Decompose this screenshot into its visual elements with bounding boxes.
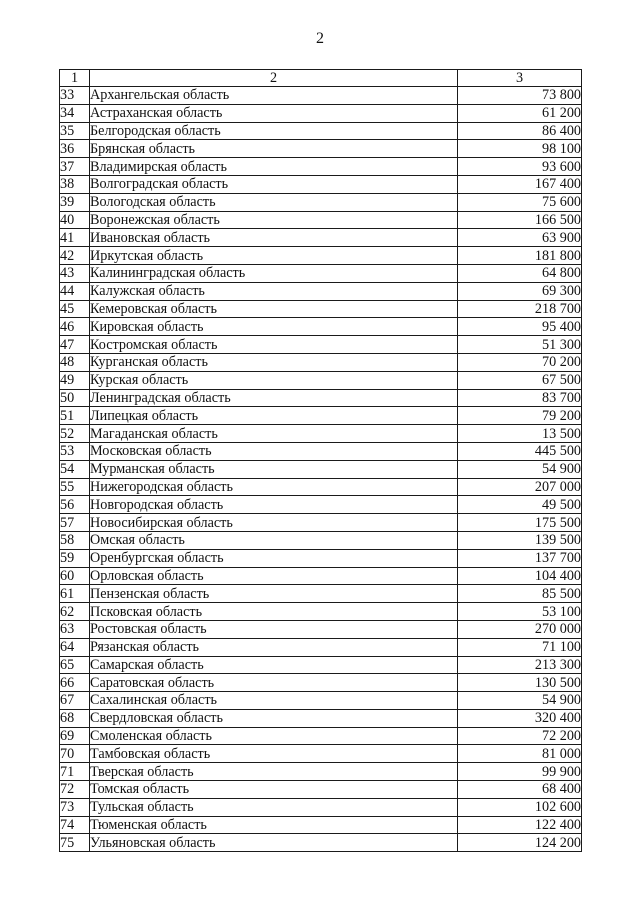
table-row [60, 87, 582, 105]
row-number: 57 [60, 514, 90, 532]
row-number: 50 [60, 389, 90, 407]
region-name: Саратовская область [90, 674, 458, 692]
row-number: 59 [60, 549, 90, 567]
table-row [60, 460, 582, 478]
table-row [60, 531, 582, 549]
row-number: 33 [60, 87, 90, 105]
region-value: 122 400 [458, 816, 582, 834]
row-number: 39 [60, 193, 90, 211]
region-name: Псковская область [90, 603, 458, 621]
region-name: Омская область [90, 531, 458, 549]
row-number: 74 [60, 816, 90, 834]
region-value: 207 000 [458, 478, 582, 496]
table-body [60, 87, 582, 852]
header-row [60, 70, 582, 87]
column-header-value: 3 [458, 70, 582, 87]
table-row [60, 585, 582, 603]
region-name: Московская область [90, 442, 458, 460]
region-value: 81 000 [458, 745, 582, 763]
table-row [60, 816, 582, 834]
row-number: 60 [60, 567, 90, 585]
table-row [60, 336, 582, 354]
region-value: 320 400 [458, 709, 582, 727]
table-row [60, 371, 582, 389]
table-row [60, 638, 582, 656]
region-name: Калининградская область [90, 264, 458, 282]
table-row [60, 211, 582, 229]
row-number: 66 [60, 674, 90, 692]
table-row [60, 104, 582, 122]
row-number: 45 [60, 300, 90, 318]
row-number: 67 [60, 692, 90, 710]
table-row [60, 122, 582, 140]
row-number: 42 [60, 247, 90, 265]
row-number: 75 [60, 834, 90, 852]
region-name: Липецкая область [90, 407, 458, 425]
region-name: Новосибирская область [90, 514, 458, 532]
region-value: 49 500 [458, 496, 582, 514]
region-name: Владимирская область [90, 158, 458, 176]
region-value: 75 600 [458, 193, 582, 211]
region-name: Тамбовская область [90, 745, 458, 763]
region-value: 67 500 [458, 371, 582, 389]
table-row [60, 425, 582, 443]
region-name: Мурманская область [90, 460, 458, 478]
region-value: 98 100 [458, 140, 582, 158]
region-value: 445 500 [458, 442, 582, 460]
table-row [60, 727, 582, 745]
region-value: 64 800 [458, 264, 582, 282]
row-number: 37 [60, 158, 90, 176]
row-number: 56 [60, 496, 90, 514]
region-value: 53 100 [458, 603, 582, 621]
region-value: 71 100 [458, 638, 582, 656]
region-value: 79 200 [458, 407, 582, 425]
row-number: 68 [60, 709, 90, 727]
region-value: 137 700 [458, 549, 582, 567]
table-row [60, 193, 582, 211]
region-value: 51 300 [458, 336, 582, 354]
region-name: Курганская область [90, 353, 458, 371]
row-number: 73 [60, 798, 90, 816]
region-name: Астраханская область [90, 104, 458, 122]
row-number: 41 [60, 229, 90, 247]
table-row [60, 549, 582, 567]
region-name: Сахалинская область [90, 692, 458, 710]
region-value: 139 500 [458, 531, 582, 549]
region-value: 68 400 [458, 781, 582, 799]
table-row [60, 798, 582, 816]
region-name: Орловская область [90, 567, 458, 585]
row-number: 63 [60, 620, 90, 638]
region-value: 54 900 [458, 692, 582, 710]
region-name: Тульская область [90, 798, 458, 816]
region-name: Волгоградская область [90, 175, 458, 193]
table-row [60, 620, 582, 638]
row-number: 55 [60, 478, 90, 496]
region-value: 175 500 [458, 514, 582, 532]
table-row [60, 442, 582, 460]
region-name: Кемеровская область [90, 300, 458, 318]
table-row [60, 407, 582, 425]
region-name: Тверская область [90, 763, 458, 781]
region-value: 86 400 [458, 122, 582, 140]
table-row [60, 478, 582, 496]
row-number: 44 [60, 282, 90, 300]
table-row [60, 229, 582, 247]
region-name: Ростовская область [90, 620, 458, 638]
table-row [60, 300, 582, 318]
row-number: 51 [60, 407, 90, 425]
table-row [60, 709, 582, 727]
table-row [60, 282, 582, 300]
row-number: 58 [60, 531, 90, 549]
region-name: Брянская область [90, 140, 458, 158]
region-name: Калужская область [90, 282, 458, 300]
region-value: 63 900 [458, 229, 582, 247]
region-name: Иркутская область [90, 247, 458, 265]
region-value: 83 700 [458, 389, 582, 407]
table-row [60, 496, 582, 514]
table-row [60, 389, 582, 407]
region-value: 270 000 [458, 620, 582, 638]
region-value: 104 400 [458, 567, 582, 585]
region-value: 61 200 [458, 104, 582, 122]
region-name: Смоленская область [90, 727, 458, 745]
region-name: Курская область [90, 371, 458, 389]
table-row [60, 353, 582, 371]
row-number: 69 [60, 727, 90, 745]
row-number: 64 [60, 638, 90, 656]
region-value: 213 300 [458, 656, 582, 674]
region-name: Белгородская область [90, 122, 458, 140]
table-row [60, 247, 582, 265]
region-value: 13 500 [458, 425, 582, 443]
row-number: 38 [60, 175, 90, 193]
region-name: Костромская область [90, 336, 458, 354]
table-row [60, 656, 582, 674]
row-number: 62 [60, 603, 90, 621]
table-row [60, 781, 582, 799]
table-row [60, 567, 582, 585]
region-name: Кировская область [90, 318, 458, 336]
region-value: 73 800 [458, 87, 582, 105]
row-number: 48 [60, 353, 90, 371]
table-row [60, 674, 582, 692]
region-value: 95 400 [458, 318, 582, 336]
region-value: 167 400 [458, 175, 582, 193]
row-number: 70 [60, 745, 90, 763]
region-name: Ивановская область [90, 229, 458, 247]
region-name: Тюменская область [90, 816, 458, 834]
region-value: 85 500 [458, 585, 582, 603]
region-value: 72 200 [458, 727, 582, 745]
row-number: 72 [60, 781, 90, 799]
region-value: 93 600 [458, 158, 582, 176]
row-number: 61 [60, 585, 90, 603]
row-number: 35 [60, 122, 90, 140]
table-row [60, 834, 582, 852]
table-row [60, 603, 582, 621]
regions-table [59, 69, 582, 852]
row-number: 40 [60, 211, 90, 229]
region-name: Ленинградская область [90, 389, 458, 407]
region-value: 130 500 [458, 674, 582, 692]
region-name: Самарская область [90, 656, 458, 674]
row-number: 54 [60, 460, 90, 478]
region-name: Воронежская область [90, 211, 458, 229]
region-name: Вологодская область [90, 193, 458, 211]
row-number: 52 [60, 425, 90, 443]
region-value: 69 300 [458, 282, 582, 300]
region-value: 102 600 [458, 798, 582, 816]
region-value: 181 800 [458, 247, 582, 265]
region-name: Свердловская область [90, 709, 458, 727]
region-name: Рязанская область [90, 638, 458, 656]
region-value: 124 200 [458, 834, 582, 852]
region-value: 70 200 [458, 353, 582, 371]
row-number: 49 [60, 371, 90, 389]
region-name: Нижегородская область [90, 478, 458, 496]
table-row [60, 763, 582, 781]
table-row [60, 264, 582, 282]
table-row [60, 140, 582, 158]
row-number: 65 [60, 656, 90, 674]
page-number: 2 [316, 30, 324, 47]
column-header-region: 2 [90, 70, 458, 87]
table-row [60, 514, 582, 532]
region-value: 166 500 [458, 211, 582, 229]
table-row [60, 175, 582, 193]
column-header-number: 1 [60, 70, 90, 87]
row-number: 53 [60, 442, 90, 460]
region-name: Архангельская область [90, 87, 458, 105]
row-number: 71 [60, 763, 90, 781]
region-value: 54 900 [458, 460, 582, 478]
table-row [60, 745, 582, 763]
region-name: Ульяновская область [90, 834, 458, 852]
row-number: 46 [60, 318, 90, 336]
region-name: Оренбургская область [90, 549, 458, 567]
row-number: 43 [60, 264, 90, 282]
table-row [60, 692, 582, 710]
region-value: 99 900 [458, 763, 582, 781]
region-name: Магаданская область [90, 425, 458, 443]
table-row [60, 158, 582, 176]
row-number: 47 [60, 336, 90, 354]
region-name: Пензенская область [90, 585, 458, 603]
row-number: 36 [60, 140, 90, 158]
region-name: Томская область [90, 781, 458, 799]
table-row [60, 318, 582, 336]
region-value: 218 700 [458, 300, 582, 318]
region-name: Новгородская область [90, 496, 458, 514]
row-number: 34 [60, 104, 90, 122]
